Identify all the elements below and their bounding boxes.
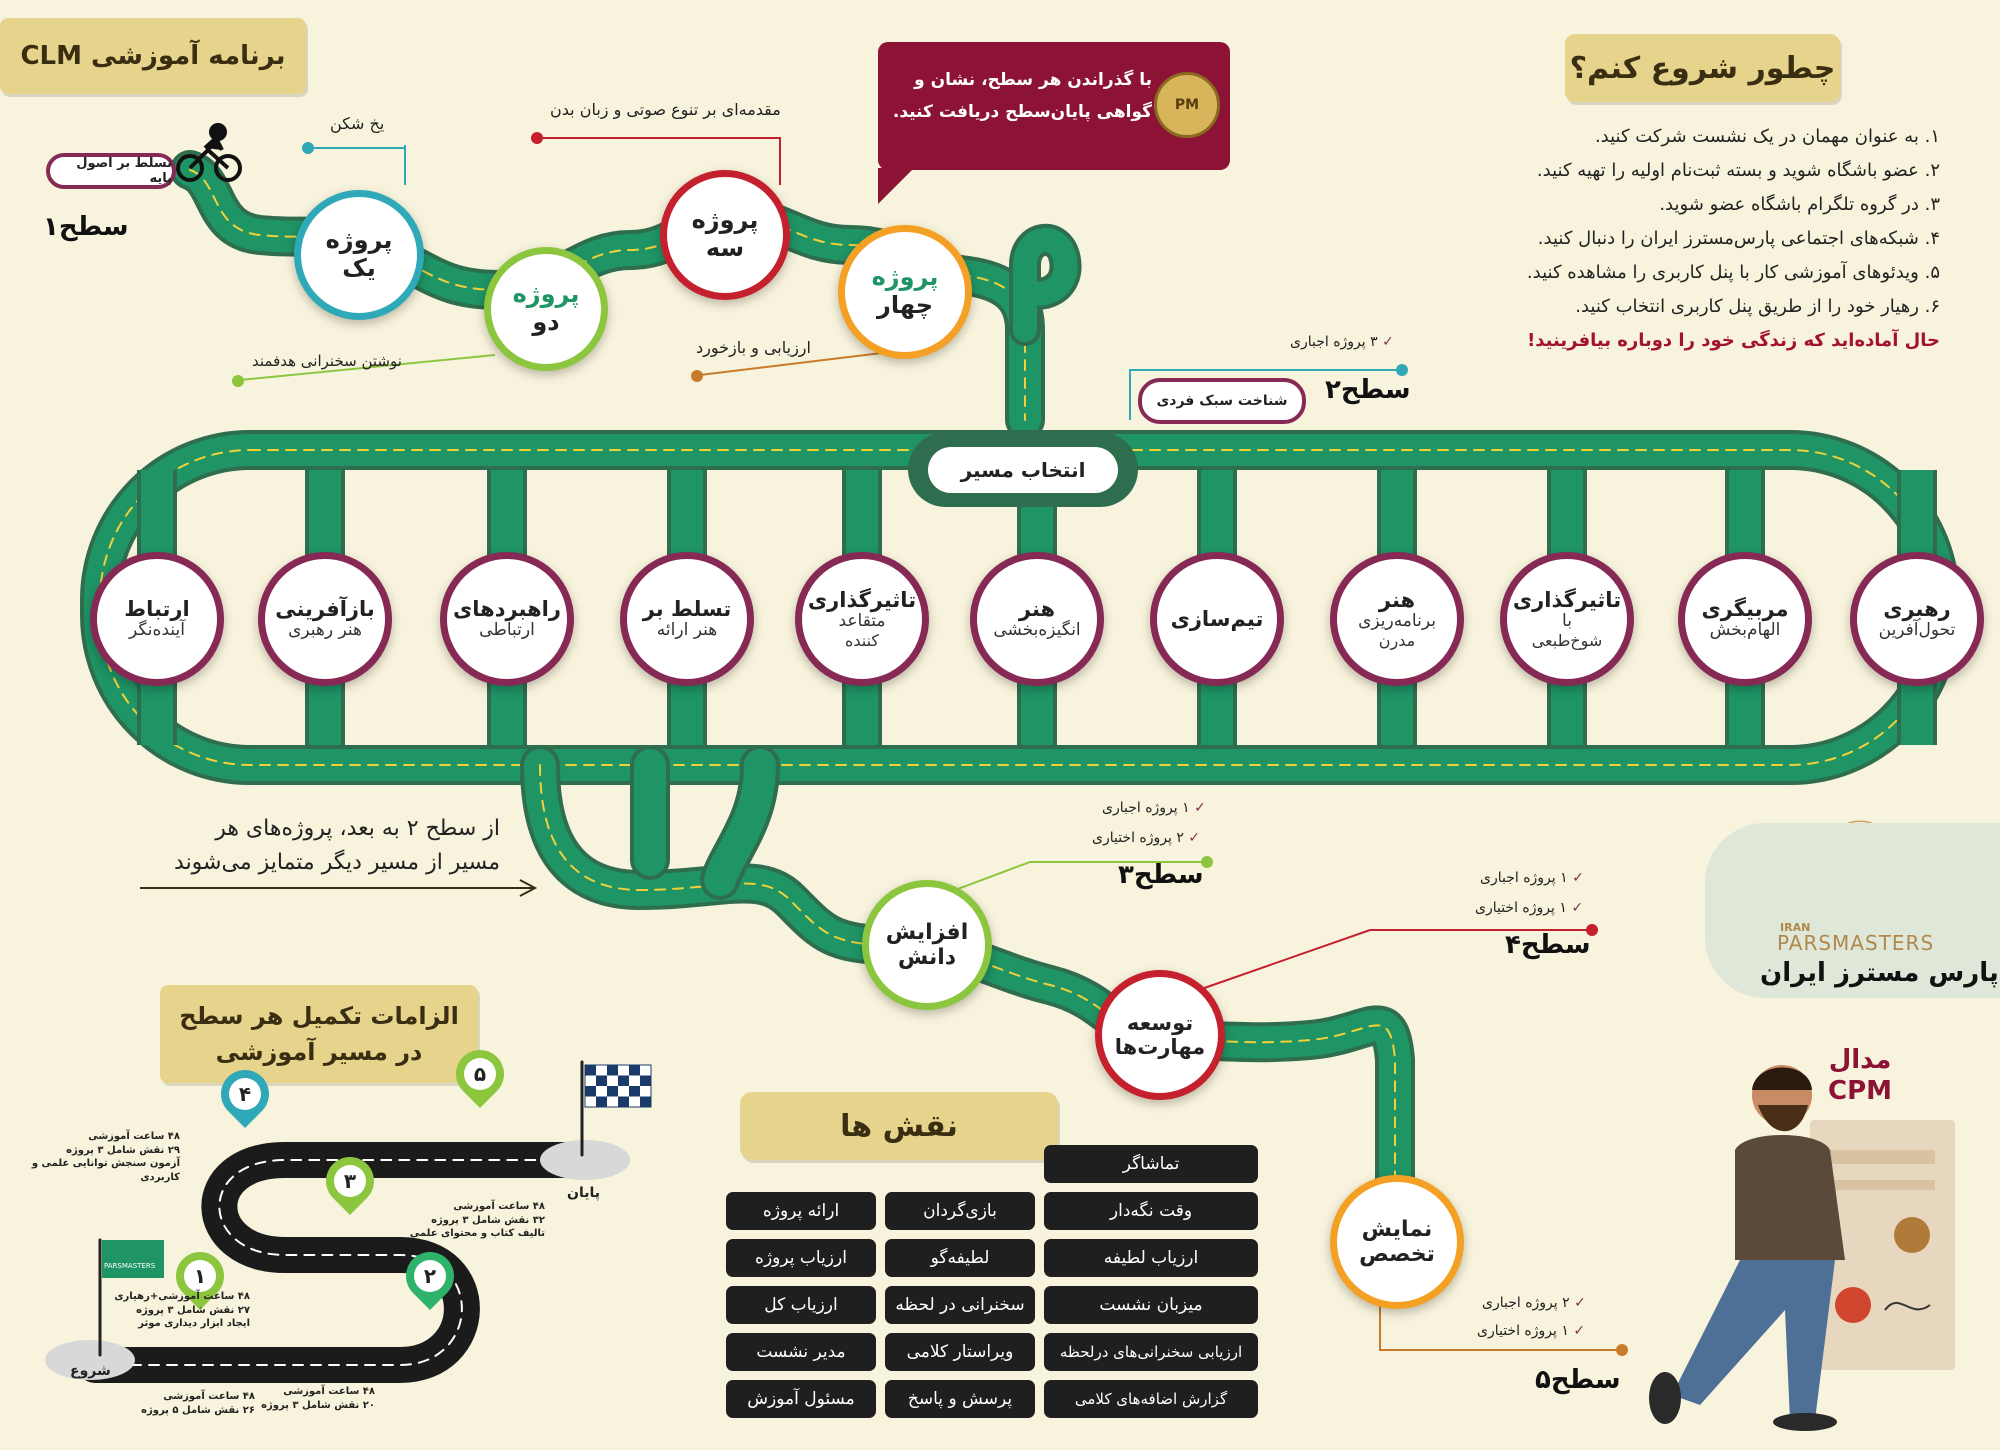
step-5: ۵. ویدئوهای آموزشی کار با پنل کاربری را مشاهده کنید. <box>1526 262 1940 283</box>
check-icon: ✓ <box>1572 870 1584 886</box>
path-node-4-line1: هنر <box>1378 587 1416 612</box>
level-4-requirements <box>20 1130 180 1184</box>
level-5-requirement-2: ۳۲ نقش شامل ۳ پروژه <box>431 1214 545 1226</box>
level3-note-1 <box>1102 800 1206 816</box>
path-node-11-line2: آینده‌نگر <box>129 620 185 641</box>
path-node-1-line1: رهبری <box>1883 597 1951 622</box>
check-icon: ✓ <box>1574 1295 1586 1311</box>
project-two[interactable] <box>484 247 608 371</box>
level-5-requirements <box>385 1200 545 1241</box>
level-5-requirement-3: تالیف کتاب و محتوای علمی <box>409 1228 545 1239</box>
steps-list <box>1420 128 1940 316</box>
role-col2-3: سخنرانی در لحظه <box>885 1286 1035 1324</box>
level5-note-1 <box>1482 1295 1586 1311</box>
medal-line2: CPM <box>1828 1076 1893 1107</box>
role-col3-2: ارزیاب پروژه <box>726 1239 876 1277</box>
project-three-note: مقدمه‌ای بر تنوع صوتی و زبان بدن <box>550 100 781 119</box>
brand-fa: پارس مسترز ایران <box>1760 958 1999 988</box>
project-four-line2: چهار <box>877 291 933 319</box>
level-4-requirement-3: آزمون سنجش توانایی علمی و کاربردی <box>31 1158 180 1183</box>
how-to-closing: حال آماده‌اید که زندگی خود را دوباره بیافرینید! <box>1527 330 1940 351</box>
level-4-requirement-2: ۲۹ نقش شامل ۳ پروژه <box>66 1144 180 1156</box>
path-node-10-line2: هنر رهبری <box>288 620 362 641</box>
level-2-requirement-2: ۲۰ نقش شامل ۳ پروژه <box>261 1399 375 1411</box>
path-note-line1: از سطح ۲ به بعد، پروژه‌های هر <box>215 816 500 841</box>
program-title: برنامه آموزشی CLM <box>0 18 306 94</box>
seal-icon <box>1154 72 1220 138</box>
how-to-title: چطور شروع کنم؟ <box>1565 34 1840 102</box>
role-col2-4: ویراستار کلامی <box>885 1333 1035 1371</box>
level3-note-2-text: ۲ پروژه اختیاری <box>1092 830 1184 846</box>
path-node-4-line3: مدرن <box>1378 630 1416 650</box>
path-note <box>140 812 500 880</box>
brand-small: IRAN <box>1780 921 1811 934</box>
level-2-requirement-1: ۴۸ ساعت آموزشی <box>283 1386 375 1397</box>
check-icon: ✓ <box>1382 334 1394 350</box>
level-4-requirement-1: ۴۸ ساعت آموزشی <box>88 1131 180 1142</box>
path-node-7-line1: تاثیرگذاری <box>807 587 917 612</box>
banner-line2: گواهی پایان‌سطح دریافت کنید. <box>892 102 1152 123</box>
path-node-2[interactable] <box>1678 552 1812 686</box>
path-node-7-line3: کننده <box>844 630 880 650</box>
role-col1-4: میزبان نشست <box>1044 1286 1258 1324</box>
level-3-requirement-1: ۴۸ ساعت آموزشی+رهیاری <box>114 1291 250 1302</box>
path-node-11[interactable] <box>90 552 224 686</box>
role-col1-2: وقت نگه‌دار <box>1044 1192 1258 1230</box>
level3-label: سطح۳ <box>1118 860 1204 890</box>
level5-node[interactable] <box>1330 1175 1464 1309</box>
path-node-9[interactable] <box>440 552 574 686</box>
path-node-3-line1: تاثیرگذاری <box>1512 587 1622 612</box>
level4-label: سطح۴ <box>1505 930 1591 960</box>
start-flag-icon <box>102 1240 164 1278</box>
role-col3-3: ارزیاب کل <box>726 1286 876 1324</box>
path-node-8-line2: هنر ارائه <box>656 620 718 641</box>
start-label: شروع <box>70 1363 111 1379</box>
role-col1-1: تماشاگر <box>1044 1145 1258 1183</box>
role-col3-1: ارائه پروژه <box>726 1192 876 1230</box>
person-illustration <box>1649 1065 1955 1431</box>
project-one[interactable] <box>294 190 424 320</box>
level1-label: سطح۱ <box>43 212 129 242</box>
path-node-3-line2: با <box>1562 611 1572 632</box>
brand-box <box>1705 823 2000 998</box>
level4-note-2 <box>1475 900 1583 916</box>
path-node-3-line3: شوخ‌طبعی <box>1531 630 1603 650</box>
path-node-9-line2: ارتباطی <box>479 620 535 641</box>
level-pin-4-number: ۴ <box>229 1078 261 1110</box>
step-3: ۳. در گروه تلگرام باشگاه عضو شوید. <box>1659 194 1940 215</box>
level-pin-2-number: ۲ <box>414 1260 446 1292</box>
step-6: ۶. رهیار خود را از طریق پنل کاربری انتخاب کنید. <box>1575 296 1940 317</box>
end-label: پایان <box>567 1185 600 1201</box>
check-icon: ✓ <box>1571 900 1584 916</box>
level3-note-1-text: ۱ پروژه اجباری <box>1102 800 1190 816</box>
level-3-requirements <box>90 1290 250 1331</box>
path-select-hub[interactable] <box>908 432 1138 507</box>
step-1: ۱. به عنوان مهمان در یک نشست شرکت کنید. <box>1594 126 1940 147</box>
start-pill: تسلط بر اصول پایه <box>46 153 176 189</box>
project-two-line2: دو <box>532 308 560 336</box>
level5-note-1-text: ۲ پروژه اجباری <box>1482 1295 1570 1311</box>
level4-node-line1: توسعه <box>1126 1010 1194 1035</box>
path-node-2-line2: الهام‌بخش <box>1709 620 1781 641</box>
path-node-9-line1: راهبردهای <box>453 597 561 622</box>
level-2-requirements <box>215 1385 375 1412</box>
role-col3-5: مسئول آموزش <box>726 1380 876 1418</box>
banner-tail <box>878 168 914 204</box>
path-node-8[interactable] <box>620 552 754 686</box>
how-to-steps <box>1420 128 1940 350</box>
level5-note-2-text: ۱ پروژه اختیاری <box>1477 1323 1569 1339</box>
start-flag-brand: PARSMASTERS <box>104 1262 156 1270</box>
certificate-banner <box>878 42 1230 170</box>
level2-pill: شناخت سبک فردی <box>1138 378 1306 424</box>
level-1-requirement-2: ۲۶ نقش شامل ۵ پروژه <box>141 1404 255 1416</box>
path-node-4[interactable] <box>1330 552 1464 686</box>
medal-label <box>1828 1045 1892 1107</box>
level-pin-5-number: ۵ <box>464 1058 496 1090</box>
role-col2-2: لطیفه‌گو <box>885 1239 1035 1277</box>
path-node-1-line2: تحول‌آفرین <box>1878 620 1956 641</box>
level3-note-2 <box>1092 830 1200 846</box>
level2-label: سطح۲ <box>1325 375 1411 405</box>
role-col1-3: ارزیاب لطیفه <box>1044 1239 1258 1277</box>
path-node-6-line1: هنر <box>1018 597 1056 622</box>
check-icon: ✓ <box>1194 800 1206 816</box>
step-4: ۴. شبکه‌های اجتماعی پارس‌مسترز ایران را دنبال کنید. <box>1537 228 1940 249</box>
requirements-title-line1: الزامات تکمیل هر سطح <box>179 1002 459 1030</box>
level3-node-line2: دانش <box>897 945 957 970</box>
level-3-requirement-2: ۲۷ نقش شامل ۳ پروژه <box>136 1304 250 1316</box>
project-four-note: ارزیابی و بازخورد <box>696 338 811 357</box>
project-three-line1: پروژه <box>691 206 759 235</box>
level-5-requirement-1: ۴۸ ساعت آموزشی <box>453 1201 545 1212</box>
level4-node-line2: مهارت‌ها <box>1114 1035 1206 1059</box>
requirements-title <box>160 985 478 1083</box>
project-three[interactable] <box>660 170 790 300</box>
requirements-title-line2: در مسیر آموزشی <box>215 1038 423 1066</box>
path-node-4-line2: برنامه‌ریزی <box>1358 611 1436 632</box>
project-three-line2: سه <box>705 234 745 262</box>
project-four[interactable] <box>838 225 972 359</box>
path-node-3[interactable] <box>1500 552 1634 686</box>
path-node-10-line1: بازآفرینی <box>275 597 375 622</box>
check-icon: ✓ <box>1188 830 1201 846</box>
level4-note-1 <box>1480 870 1584 886</box>
banner-text <box>893 64 1152 129</box>
project-one-line2: یک <box>342 254 376 282</box>
path-node-5[interactable] <box>1150 552 1284 686</box>
role-col2-5: پرسش و پاسخ <box>885 1380 1035 1418</box>
path-node-2-line1: مربیگری <box>1701 597 1789 622</box>
path-node-7[interactable] <box>795 552 929 686</box>
level4-note-1-text: ۱ پروژه اجباری <box>1480 870 1568 886</box>
path-node-11-line1: ارتباط <box>124 597 190 622</box>
path-note-line2: مسیر از مسیر دیگر متمایز می‌شوند <box>174 850 500 876</box>
role-col3-4: مدیر نشست <box>726 1333 876 1371</box>
path-node-6-line2: انگیزه‌بخشی <box>993 620 1081 641</box>
level-pin-3-number: ۳ <box>334 1165 366 1197</box>
finish-flag-icon <box>585 1065 651 1107</box>
seal-text: PM <box>1174 97 1200 113</box>
project-one-note: یخ شکن <box>330 114 385 133</box>
level4-node[interactable] <box>1095 970 1225 1100</box>
path-node-1[interactable] <box>1850 552 1984 686</box>
medal-line1: مدال <box>1828 1045 1892 1075</box>
project-two-note: نوشتن سخنرانی هدفمند <box>252 352 402 370</box>
path-node-7-line2: متقاعد <box>838 611 886 632</box>
brand-big: PARSMASTERS <box>1777 931 1935 955</box>
level5-node-line1: نمایش <box>1361 1216 1433 1242</box>
level-1-requirement-1: ۴۸ ساعت آموزشی <box>163 1391 255 1402</box>
level2-note-text: ۳ پروژه اجباری <box>1290 334 1378 350</box>
step-2: ۲. عضو باشگاه شوید و بسته ثبت‌نام اولیه را تهیه کنید. <box>1536 160 1940 181</box>
level-pin-1-number: ۱ <box>184 1260 216 1292</box>
path-select-label: انتخاب مسیر <box>928 447 1118 493</box>
level5-label: سطح۵ <box>1535 1365 1621 1395</box>
role-col1-6: گزارش اضافه‌های کلامی <box>1044 1380 1258 1418</box>
project-four-line1: پروژه <box>871 263 939 292</box>
roles-title: نقش ها <box>740 1092 1058 1160</box>
level3-node[interactable] <box>862 880 992 1010</box>
level5-node-line2: تخصص <box>1359 1242 1435 1267</box>
project-one-line1: پروژه <box>325 226 393 255</box>
level-3-requirement-3: ایجاد ابزار دیداری موثر <box>138 1318 250 1329</box>
path-node-6[interactable] <box>970 552 1104 686</box>
project-two-line1: پروژه <box>512 280 580 309</box>
level3-node-line1: افزایش <box>885 919 969 945</box>
banner-line1: با گذراندن هر سطح، نشان و <box>914 70 1152 90</box>
path-node-5-line1: تیم‌سازی <box>1170 606 1264 631</box>
level5-note-2 <box>1477 1323 1585 1339</box>
check-icon: ✓ <box>1573 1323 1586 1339</box>
level2-note <box>1290 334 1394 350</box>
role-col2-1: بازی‌گردان <box>885 1192 1035 1230</box>
level4-note-2-text: ۱ پروژه اختیاری <box>1475 900 1567 916</box>
role-col1-5: ارزیابی سخنرانی‌های درلحظه <box>1044 1333 1258 1371</box>
path-node-8-line1: تسلط بر <box>642 597 732 622</box>
path-node-10[interactable] <box>258 552 392 686</box>
